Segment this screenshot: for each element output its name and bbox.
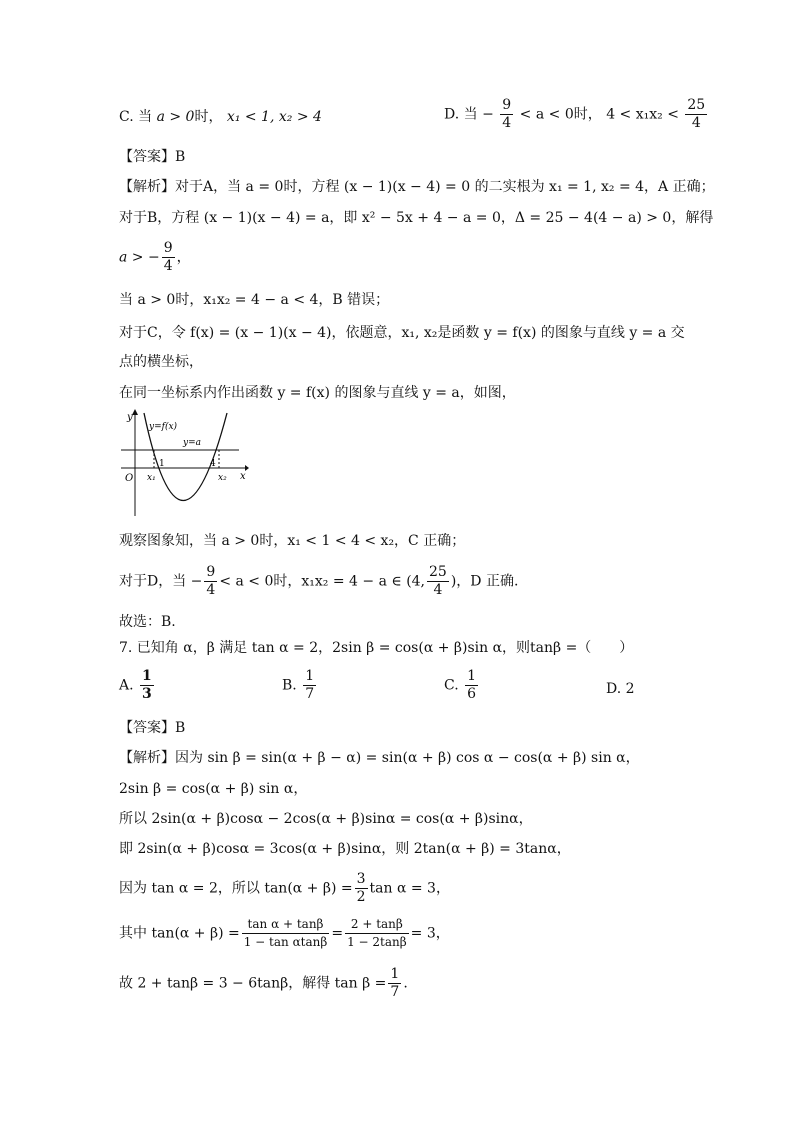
explain-line-1: 【解析】对于A，当 a = 0时，方程 (x − 1)(x − 4) = 0 的二实根为 x₁ = 1, x₂ = 4，A 正确； [119, 179, 715, 195]
explain-line-7: 在同一坐标系内作出函数 y = f(x) 的图象与直线 y = a，如图， [119, 385, 516, 401]
function-graph [119, 408, 249, 518]
explain-line-9-post: )，D 正确. [450, 573, 519, 590]
option-d [444, 97, 709, 132]
frac-den: 4 [691, 115, 701, 131]
frac-den: 3 [142, 686, 152, 702]
option-d-frac2 [685, 97, 707, 132]
solution-line-5-frac [355, 871, 368, 906]
explain-line-3-frac [162, 240, 175, 275]
frac-den: 7 [390, 984, 400, 1000]
explain-line-3-pre: a > − [119, 249, 160, 266]
frac-den: 4 [163, 258, 173, 274]
explain-line-9 [119, 564, 518, 599]
frac-den: 1 − 2tanβ [347, 935, 407, 949]
curve-label: y=f(x) [149, 422, 178, 432]
option-d-label: D. [444, 106, 460, 123]
q7-option-d: D. 2 [606, 681, 635, 697]
explain-line-5: 对于C，令 f(x) = (x − 1)(x − 4)，依题意，x₁, x₂是函数 y = f(x) 的图象与直线 y = a 交 [119, 325, 685, 341]
frac-den: 6 [467, 686, 477, 702]
solution-line-6-frac2 [345, 916, 409, 951]
solution-line-7-frac [388, 966, 401, 1001]
frac-den: 4 [206, 582, 216, 598]
solution-line-4: 即 2sin(α + β)cosα = 3cos(α + β)sinα，则 2tan(α + β) = 3tanα， [119, 841, 571, 857]
option-d-frac1 [500, 97, 513, 132]
frac-num: 9 [163, 240, 173, 256]
explain-line-9-mid: < a < 0时，x₁x₂ = 4 − a ∈ (4, [219, 573, 426, 590]
tick-4-label: 4 [210, 459, 216, 469]
solution-line-1: 【解析】因为 sin β = sin(α + β − α) = sin(α + β) cos α − cos(α + β) sin α， [119, 750, 640, 766]
option-d-mid2: 4 < x₁x₂ < [606, 106, 679, 123]
frac-num: 9 [502, 97, 512, 113]
x2-label: x₂ [218, 473, 227, 483]
solution-line-6 [119, 916, 450, 951]
frac-num: 1 [305, 668, 315, 684]
option-d-mid1: < a < 0时， [519, 106, 602, 123]
x-axis-label: x [240, 471, 246, 482]
frac-num: 2 + tanβ [345, 916, 409, 934]
solution-line-6-eq: = [331, 925, 344, 942]
q7-option-b-label: B. [282, 677, 297, 694]
q7-option-a [119, 668, 156, 703]
answer-6: 【答案】B [119, 149, 186, 165]
choose-line: 故选：B. [119, 614, 176, 630]
frac-num: 1 [467, 668, 477, 684]
frac-den: 2 [356, 889, 366, 905]
frac-num: 25 [429, 564, 447, 580]
frac-num: 9 [206, 564, 216, 580]
q7-option-c-label: C. [444, 677, 459, 694]
solution-line-2: 2sin β = cos(α + β) sin α， [119, 781, 308, 797]
frac-num: 3 [356, 871, 366, 887]
solution-line-6-pre: 其中 tan(α + β) = [119, 925, 240, 942]
q7-option-b [282, 668, 318, 703]
explain-line-9-frac1 [204, 564, 217, 599]
frac-num: 1 [142, 668, 152, 684]
frac-den: 1 − tan αtanβ [243, 935, 328, 949]
origin-label: O [125, 473, 134, 484]
solution-line-5-pre: 因为 tan α = 2，所以 tan(α + β) = [119, 880, 353, 897]
solution-line-7-pre: 故 2 + tanβ = 3 − 6tanβ，解得 tan β = [119, 975, 387, 992]
q7-option-a-frac [140, 668, 154, 703]
option-c [119, 107, 322, 127]
solution-line-6-frac1 [242, 916, 330, 951]
explain-line-2: 对于B，方程 (x − 1)(x − 4) = a，即 x² − 5x + 4 − a = 0，Δ = 25 − 4(4 − a) > 0，解得 [119, 210, 714, 226]
explain-line-9-frac2 [427, 564, 449, 599]
solution-line-7 [119, 966, 408, 1001]
frac-num: 25 [687, 97, 706, 113]
y-axis-arrow-icon [132, 409, 138, 415]
explain-line-3-post: ， [176, 249, 191, 266]
x1-label: x₁ [147, 473, 156, 483]
option-c-label: C. [119, 109, 134, 125]
solution-line-6-post: = 3， [410, 925, 450, 942]
explain-line-6: 点的横坐标， [119, 354, 203, 370]
q7-option-b-frac [303, 668, 316, 703]
tick-1-label: 1 [159, 459, 165, 469]
option-c-expr: x₁ < 1, x₂ > 4 [226, 109, 322, 125]
q7-option-c-frac [465, 668, 478, 703]
option-c-pre: 当 [138, 109, 153, 125]
explain-line-3 [119, 240, 191, 275]
option-c-cond: a > 0 [156, 109, 195, 125]
frac-den: 4 [502, 115, 512, 131]
frac-den: 4 [433, 582, 443, 598]
question-7: 7. 已知角 α，β 满足 tan α = 2，2sin β = cos(α + β)sin α，则tanβ =（ ） [119, 640, 634, 656]
q7-option-a-label: A. [119, 677, 134, 694]
solution-line-3: 所以 2sin(α + β)cosα − 2cos(α + β)sinα = cos(α + β)sinα， [119, 811, 533, 827]
q7-option-c [444, 668, 480, 703]
explain-line-4: 当 a > 0时，x₁x₂ = 4 − a < 4，B 错误； [119, 292, 390, 308]
answer-7: 【答案】B [119, 720, 186, 736]
explain-line-9-pre: 对于D，当 − [119, 573, 203, 590]
solution-line-5-post: tan α = 3， [369, 880, 450, 897]
frac-den: 7 [305, 686, 315, 702]
frac-num: 1 [390, 966, 400, 982]
explain-line-8: 观察图象知，当 a > 0时，x₁ < 1 < 4 < x₂，C 正确； [119, 533, 466, 549]
option-c-mid: 时， [194, 109, 223, 125]
solution-line-7-post: . [403, 975, 408, 992]
y-axis-label: y [127, 412, 133, 423]
line-label: y=a [183, 438, 201, 448]
option-d-pre: 当 − [463, 106, 494, 123]
frac-num: tan α + tanβ [242, 916, 330, 934]
solution-line-5 [119, 871, 450, 906]
